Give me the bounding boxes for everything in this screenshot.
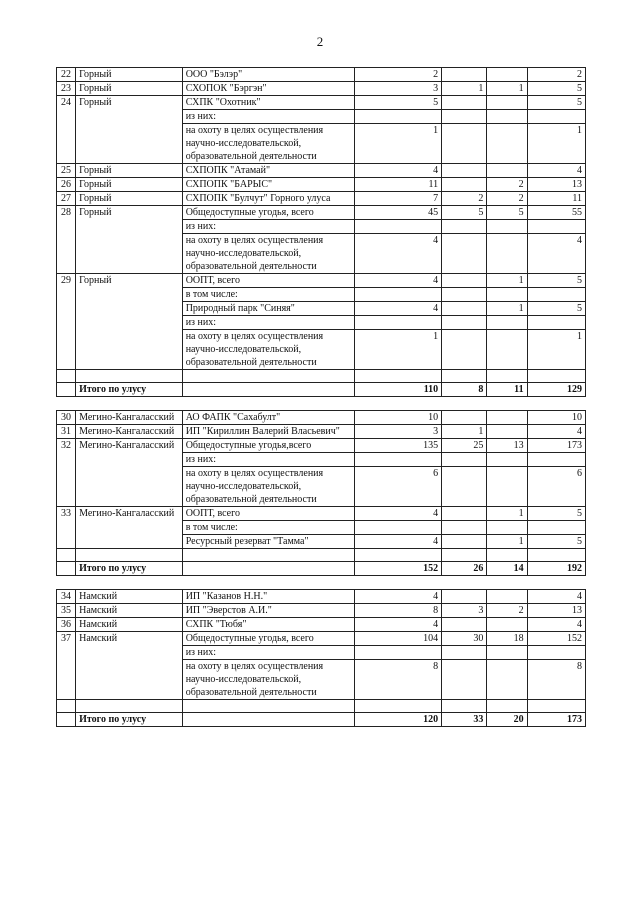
row-number: 37 bbox=[57, 632, 76, 700]
blank-cell bbox=[354, 700, 441, 713]
value-cell: 4 bbox=[354, 234, 441, 274]
total-spacer bbox=[57, 713, 76, 727]
value-cell: 1 bbox=[442, 82, 487, 96]
district-cell: Намский bbox=[76, 632, 183, 700]
total-empty bbox=[182, 562, 354, 576]
value-cell: 11 bbox=[487, 383, 527, 397]
value-cell: 14 bbox=[487, 562, 527, 576]
value-cell: 2 bbox=[354, 68, 441, 82]
blank-row bbox=[57, 700, 586, 713]
blank-cell bbox=[76, 549, 183, 562]
table-row bbox=[57, 68, 586, 82]
table-row bbox=[57, 618, 586, 632]
blank-cell bbox=[442, 549, 487, 562]
blank-cell bbox=[487, 549, 527, 562]
value-cell: 5 bbox=[527, 507, 585, 521]
blank-cell bbox=[487, 370, 527, 383]
blank-cell bbox=[57, 700, 76, 713]
value-cell: 4 bbox=[354, 507, 441, 521]
value-cell bbox=[442, 467, 487, 507]
blank-cell bbox=[487, 700, 527, 713]
name-cell: Общедоступные угодья, всего bbox=[182, 632, 354, 646]
total-empty bbox=[182, 713, 354, 727]
blank-cell bbox=[527, 549, 585, 562]
name-cell: в том числе: bbox=[182, 521, 354, 535]
value-cell: 1 bbox=[354, 124, 441, 164]
value-cell: 10 bbox=[527, 411, 585, 425]
name-cell: на охоту в целях осуществления научно-исследовательской, образовательной деятельности bbox=[182, 330, 354, 370]
value-cell bbox=[354, 220, 441, 234]
value-cell bbox=[442, 164, 487, 178]
value-cell: 13 bbox=[527, 604, 585, 618]
value-cell: 8 bbox=[527, 660, 585, 700]
district-cell: Намский bbox=[76, 618, 183, 632]
name-cell: на охоту в целях осуществления научно-исследовательской, образовательной деятельности bbox=[182, 124, 354, 164]
row-number: 27 bbox=[57, 192, 76, 206]
table-row bbox=[57, 507, 586, 521]
value-cell: 8 bbox=[354, 604, 441, 618]
table-row bbox=[57, 632, 586, 646]
value-cell bbox=[442, 178, 487, 192]
name-cell: из них: bbox=[182, 453, 354, 467]
row-number: 31 bbox=[57, 425, 76, 439]
value-cell bbox=[442, 618, 487, 632]
value-cell bbox=[487, 96, 527, 110]
name-cell: ООПТ, всего bbox=[182, 274, 354, 288]
name-cell: на охоту в целях осуществления научно-исследовательской, образовательной деятельности bbox=[182, 660, 354, 700]
value-cell bbox=[442, 234, 487, 274]
table-row bbox=[57, 411, 586, 425]
value-cell: 3 bbox=[354, 425, 441, 439]
value-cell: 2 bbox=[442, 192, 487, 206]
value-cell: 4 bbox=[527, 618, 585, 632]
total-row bbox=[57, 562, 586, 576]
value-cell bbox=[442, 521, 487, 535]
district-cell: Мегино-Кангаласский bbox=[76, 411, 183, 425]
row-number: 22 bbox=[57, 68, 76, 82]
value-cell: 1 bbox=[487, 535, 527, 549]
value-cell: 1 bbox=[527, 124, 585, 164]
blank-cell bbox=[57, 549, 76, 562]
value-cell: 5 bbox=[442, 206, 487, 220]
value-cell: 7 bbox=[354, 192, 441, 206]
blank-cell bbox=[527, 700, 585, 713]
value-cell: 2 bbox=[487, 178, 527, 192]
value-cell: 1 bbox=[487, 302, 527, 316]
name-cell: ИП "Эверстов А.И." bbox=[182, 604, 354, 618]
value-cell: 6 bbox=[527, 467, 585, 507]
value-cell bbox=[527, 110, 585, 124]
name-cell: из них: bbox=[182, 110, 354, 124]
value-cell bbox=[527, 316, 585, 330]
value-cell bbox=[442, 288, 487, 302]
value-cell bbox=[487, 316, 527, 330]
blank-cell bbox=[76, 700, 183, 713]
value-cell: 55 bbox=[527, 206, 585, 220]
value-cell: 1 bbox=[354, 330, 441, 370]
name-cell: ИП "Кириллин Валерий Власьевич" bbox=[182, 425, 354, 439]
name-cell: Общедоступные угодья,всего bbox=[182, 439, 354, 453]
value-cell: 129 bbox=[527, 383, 585, 397]
value-cell: 192 bbox=[527, 562, 585, 576]
name-cell: ИП "Казанов Н.Н." bbox=[182, 590, 354, 604]
table-row bbox=[57, 590, 586, 604]
value-cell: 10 bbox=[354, 411, 441, 425]
value-cell: 1 bbox=[487, 507, 527, 521]
total-spacer bbox=[57, 383, 76, 397]
value-cell bbox=[442, 590, 487, 604]
value-cell: 30 bbox=[442, 632, 487, 646]
value-cell bbox=[487, 618, 527, 632]
value-cell bbox=[442, 316, 487, 330]
row-number: 23 bbox=[57, 82, 76, 96]
row-number: 29 bbox=[57, 274, 76, 370]
value-cell: 26 bbox=[442, 562, 487, 576]
value-cell bbox=[487, 660, 527, 700]
name-cell: СХОПОК "Бэргэн" bbox=[182, 82, 354, 96]
table-row bbox=[57, 82, 586, 96]
value-cell: 2 bbox=[487, 604, 527, 618]
blank-cell bbox=[182, 549, 354, 562]
district-cell: Мегино-Кангаласский bbox=[76, 425, 183, 439]
value-cell bbox=[442, 411, 487, 425]
value-cell bbox=[354, 288, 441, 302]
district-cell: Мегино-Кангаласский bbox=[76, 507, 183, 549]
name-cell: Общедоступные угодья, всего bbox=[182, 206, 354, 220]
total-label: Итого по улусу bbox=[76, 562, 183, 576]
district-cell: Горный bbox=[76, 274, 183, 370]
value-cell: 120 bbox=[354, 713, 441, 727]
name-cell: Ресурсный резерват "Тамма" bbox=[182, 535, 354, 549]
value-cell: 173 bbox=[527, 439, 585, 453]
value-cell: 11 bbox=[354, 178, 441, 192]
name-cell: АО ФАПК "Сахабулт" bbox=[182, 411, 354, 425]
value-cell bbox=[487, 521, 527, 535]
value-cell bbox=[442, 68, 487, 82]
value-cell bbox=[442, 124, 487, 164]
blank-row bbox=[57, 549, 586, 562]
row-number: 28 bbox=[57, 206, 76, 274]
separator-cell bbox=[57, 397, 586, 411]
value-cell bbox=[442, 330, 487, 370]
value-cell: 5 bbox=[487, 206, 527, 220]
blank-cell bbox=[57, 370, 76, 383]
total-label: Итого по улусу bbox=[76, 713, 183, 727]
value-cell bbox=[527, 453, 585, 467]
row-number: 34 bbox=[57, 590, 76, 604]
value-cell: 1 bbox=[442, 425, 487, 439]
blank-cell bbox=[76, 370, 183, 383]
table-row bbox=[57, 206, 586, 220]
blank-cell bbox=[442, 370, 487, 383]
name-cell: ООПТ, всего bbox=[182, 507, 354, 521]
value-cell: 4 bbox=[527, 164, 585, 178]
district-cell: Горный bbox=[76, 82, 183, 96]
table-row bbox=[57, 96, 586, 110]
blank-cell bbox=[442, 700, 487, 713]
district-cell: Горный bbox=[76, 96, 183, 164]
value-cell: 25 bbox=[442, 439, 487, 453]
district-cell: Мегино-Кангаласский bbox=[76, 439, 183, 507]
value-cell: 4 bbox=[354, 164, 441, 178]
value-cell: 3 bbox=[354, 82, 441, 96]
value-cell: 33 bbox=[442, 713, 487, 727]
blank-cell bbox=[527, 370, 585, 383]
value-cell: 2 bbox=[527, 68, 585, 82]
value-cell: 4 bbox=[527, 234, 585, 274]
district-cell: Горный bbox=[76, 178, 183, 192]
value-cell bbox=[442, 453, 487, 467]
name-cell: из них: bbox=[182, 220, 354, 234]
blank-cell bbox=[354, 549, 441, 562]
value-cell: 13 bbox=[527, 178, 585, 192]
value-cell: 5 bbox=[527, 274, 585, 288]
value-cell bbox=[487, 68, 527, 82]
value-cell bbox=[442, 96, 487, 110]
district-cell: Горный bbox=[76, 164, 183, 178]
value-cell bbox=[442, 110, 487, 124]
total-empty bbox=[182, 383, 354, 397]
value-cell bbox=[487, 110, 527, 124]
value-cell bbox=[442, 302, 487, 316]
row-number: 32 bbox=[57, 439, 76, 507]
table-row bbox=[57, 192, 586, 206]
value-cell bbox=[442, 660, 487, 700]
table-row bbox=[57, 439, 586, 453]
value-cell bbox=[354, 646, 441, 660]
value-cell: 173 bbox=[527, 713, 585, 727]
row-number: 24 bbox=[57, 96, 76, 164]
name-cell: на охоту в целях осуществления научно-исследовательской, образовательной деятельности bbox=[182, 467, 354, 507]
total-row bbox=[57, 383, 586, 397]
value-cell: 4 bbox=[354, 535, 441, 549]
value-cell bbox=[487, 590, 527, 604]
value-cell bbox=[487, 220, 527, 234]
blank-cell bbox=[354, 370, 441, 383]
district-cell: Намский bbox=[76, 604, 183, 618]
row-number: 30 bbox=[57, 411, 76, 425]
value-cell: 1 bbox=[527, 330, 585, 370]
value-cell: 6 bbox=[354, 467, 441, 507]
value-cell bbox=[442, 535, 487, 549]
name-cell: Природный парк "Синяя" bbox=[182, 302, 354, 316]
district-cell: Горный bbox=[76, 192, 183, 206]
row-number: 36 bbox=[57, 618, 76, 632]
value-cell bbox=[487, 330, 527, 370]
separator-row bbox=[57, 397, 586, 411]
value-cell: 18 bbox=[487, 632, 527, 646]
row-number: 25 bbox=[57, 164, 76, 178]
table-row bbox=[57, 604, 586, 618]
table-row bbox=[57, 425, 586, 439]
value-cell: 5 bbox=[527, 82, 585, 96]
separator-cell bbox=[57, 576, 586, 590]
value-cell: 45 bbox=[354, 206, 441, 220]
total-row bbox=[57, 713, 586, 727]
value-cell: 8 bbox=[442, 383, 487, 397]
value-cell: 110 bbox=[354, 383, 441, 397]
value-cell bbox=[487, 411, 527, 425]
value-cell: 4 bbox=[354, 590, 441, 604]
value-cell bbox=[487, 288, 527, 302]
blank-cell bbox=[182, 700, 354, 713]
table-row bbox=[57, 274, 586, 288]
value-cell bbox=[354, 110, 441, 124]
district-cell: Горный bbox=[76, 68, 183, 82]
value-cell: 11 bbox=[527, 192, 585, 206]
value-cell: 5 bbox=[527, 96, 585, 110]
value-cell: 135 bbox=[354, 439, 441, 453]
value-cell: 152 bbox=[354, 562, 441, 576]
value-cell: 5 bbox=[527, 535, 585, 549]
value-cell bbox=[487, 467, 527, 507]
value-cell bbox=[354, 521, 441, 535]
row-number: 33 bbox=[57, 507, 76, 549]
name-cell: из них: bbox=[182, 316, 354, 330]
value-cell bbox=[487, 425, 527, 439]
value-cell: 5 bbox=[527, 302, 585, 316]
value-cell bbox=[442, 220, 487, 234]
table-body bbox=[57, 68, 586, 727]
row-number: 26 bbox=[57, 178, 76, 192]
value-cell: 2 bbox=[487, 192, 527, 206]
value-cell bbox=[487, 646, 527, 660]
blank-row bbox=[57, 370, 586, 383]
value-cell bbox=[442, 507, 487, 521]
value-cell: 4 bbox=[527, 425, 585, 439]
name-cell: СХПОПК "БАРЫС" bbox=[182, 178, 354, 192]
value-cell: 13 bbox=[487, 439, 527, 453]
value-cell bbox=[527, 646, 585, 660]
name-cell: СХПОПК "Булчут" Горного улуса bbox=[182, 192, 354, 206]
value-cell bbox=[527, 288, 585, 302]
table-row bbox=[57, 178, 586, 192]
district-cell: Намский bbox=[76, 590, 183, 604]
value-cell bbox=[354, 316, 441, 330]
name-cell: ООО "Бэлэр" bbox=[182, 68, 354, 82]
total-spacer bbox=[57, 562, 76, 576]
value-cell bbox=[487, 164, 527, 178]
total-label: Итого по улусу bbox=[76, 383, 183, 397]
name-cell: СХПК "Охотник" bbox=[182, 96, 354, 110]
value-cell: 20 bbox=[487, 713, 527, 727]
page-number: 2 bbox=[316, 34, 324, 49]
value-cell bbox=[354, 453, 441, 467]
separator-row bbox=[57, 576, 586, 590]
name-cell: СХПК "Тюбя" bbox=[182, 618, 354, 632]
name-cell: в том числе: bbox=[182, 288, 354, 302]
value-cell: 4 bbox=[354, 618, 441, 632]
value-cell bbox=[527, 220, 585, 234]
blank-cell bbox=[182, 370, 354, 383]
value-cell: 152 bbox=[527, 632, 585, 646]
value-cell: 8 bbox=[354, 660, 441, 700]
value-cell: 3 bbox=[442, 604, 487, 618]
value-cell: 1 bbox=[487, 274, 527, 288]
quota-table bbox=[56, 67, 586, 727]
value-cell bbox=[487, 453, 527, 467]
value-cell: 104 bbox=[354, 632, 441, 646]
district-cell: Горный bbox=[76, 206, 183, 274]
value-cell: 1 bbox=[487, 82, 527, 96]
value-cell: 4 bbox=[354, 274, 441, 288]
value-cell bbox=[487, 124, 527, 164]
value-cell: 5 bbox=[354, 96, 441, 110]
value-cell bbox=[527, 521, 585, 535]
value-cell bbox=[442, 646, 487, 660]
table-row bbox=[57, 164, 586, 178]
value-cell: 4 bbox=[527, 590, 585, 604]
name-cell: на охоту в целях осуществления научно-исследовательской, образовательной деятельности bbox=[182, 234, 354, 274]
value-cell: 4 bbox=[354, 302, 441, 316]
name-cell: СХПОПК "Атамай" bbox=[182, 164, 354, 178]
value-cell bbox=[442, 274, 487, 288]
name-cell: из них: bbox=[182, 646, 354, 660]
row-number: 35 bbox=[57, 604, 76, 618]
value-cell bbox=[487, 234, 527, 274]
